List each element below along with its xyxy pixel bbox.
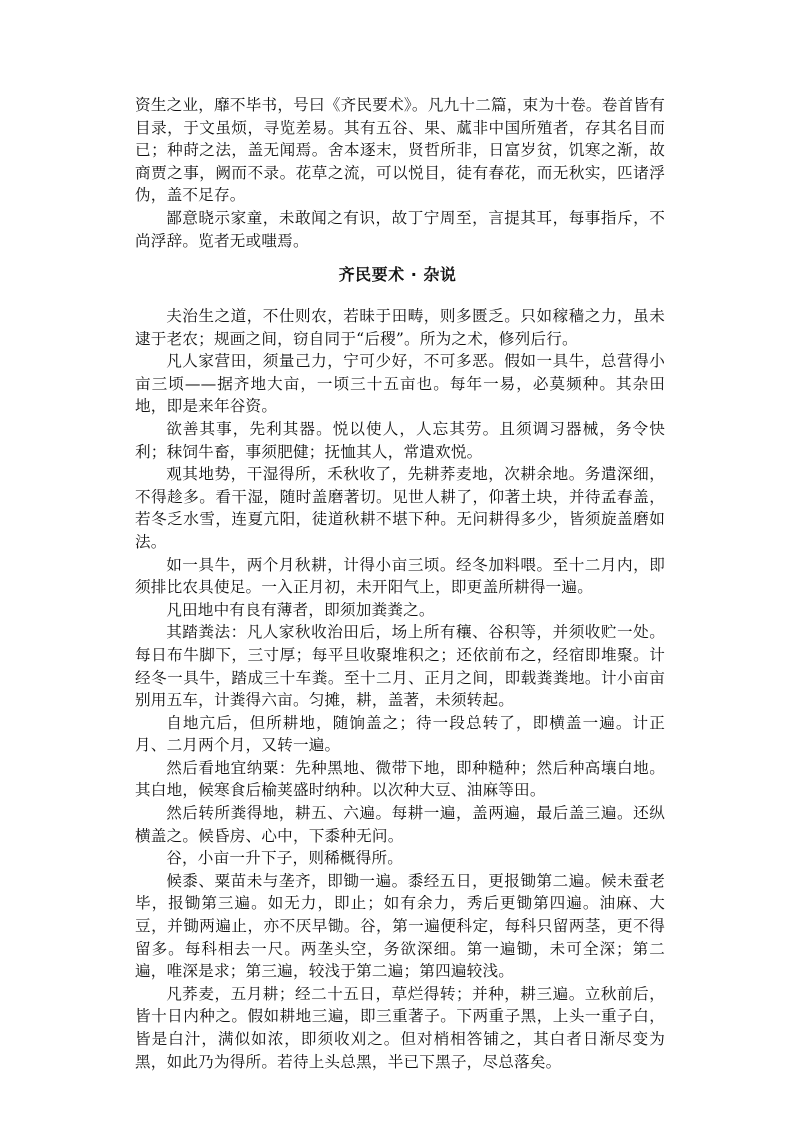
body-paragraph-9: 然后看地宜纳粟：先种黑地、微带下地，即种糙种；然后种高壤白地。其白地，候寒食后榆荚盛时纳种。以次种大豆、油麻等田。 (135, 758, 665, 800)
body-paragraph-11: 谷，小亩一升下子，则稀概得所。 (166, 849, 404, 868)
body-paragraph-5: 如一具牛，两个月秋耕，计得小亩三顷。经冬加料喂。至十二月内，即须排比农具使足。一入正月初，未开阳气上，即更盖所耕得一遍。 (135, 555, 665, 597)
body-paragraph-2: 凡人家营田，须量己力，宁可少好，不可多恶。假如一具牛，总营得小亩三顷——据齐地大亩，一顷三十五亩也。每年一易，必莫频种。其杂田地，即是来年谷资。 (135, 352, 665, 416)
section-body (135, 305, 665, 1073)
intro-paragraph-1: 资生之业，靡不毕书，号曰《齐民要术》。凡九十二篇，束为十卷。卷首皆有目录，于文虽烦，寻览差易。其有五谷、果、蓏非中国所殖者，存其名目而已；种莳之法，盖无闻焉。舍本逐末，贤哲所非，日富岁贫，饥寒之渐，故商贾之事，阙而不录。花草之流，可以悦目，徒有春花，而无秋实，匹诸浮伪，盖不足存。 (135, 96, 665, 205)
body-paragraph-8: 自地亢后，但所耕地，随饷盖之；待一段总转了，即横盖一遍。计正月、二月两个月，又转一遍。 (135, 713, 665, 755)
body-paragraph-7: 其踏粪法：凡人家秋收治田后，场上所有穰、谷积等，并须收贮一处。每日布牛脚下，三寸厚；每平旦收聚堆积之；还依前布之，经宿即堆聚。计经冬一具牛，踏成三十车粪。至十二月、正月之间，即载粪粪地。计小亩亩别用五车，计粪得六亩。匀摊，耕，盖著，未须转起。 (135, 623, 665, 710)
body-paragraph-6: 凡田地中有良有薄者，即须加粪粪之。 (166, 600, 435, 619)
body-paragraph-1: 夫治生之道，不仕则农，若昧于田畴，则多匮乏。只如稼穑之力，虽未逮于老农；规画之间，窃自同于“后稷”。所为之术，修列后行。 (135, 307, 665, 348)
intro-paragraph-2: 鄙意晓示家童，未敢闻之有识，故丁宁周至，言提其耳，每事指斥，不尚浮辞。览者无或嗤焉。 (135, 208, 665, 250)
body-paragraph-4: 观其地势，干湿得所，禾秋收了，先耕荞麦地，次耕余地。务遣深细，不得趁多。看干湿，随时盖磨著切。见世人耕了，仰著土块，并待孟春盖，若冬乏水雪，连夏亢阳，徒道秋耕不堪下种。无问耕得多少，皆须旋盖磨如法。 (135, 465, 665, 551)
body-paragraph-12: 候黍、粟苗未与垄齐，即锄一遍。黍经五日，更报锄第二遍。候未蚕老毕，报锄第三遍。如无力，即止；如有余力，秀后更锄第四遍。油麻、大豆，并锄两遍止，亦不厌早锄。谷，第一遍便科定，每科只留两茎，更不得留多。每科相去一尺。两垄头空，务欲深细。第一遍锄，未可全深；第二遍，唯深是求；第三遍，较浅于第二遍；第四遍较浅。 (135, 871, 665, 981)
section-title: 齐民要术 · 杂说 (338, 265, 457, 284)
body-paragraph-10: 然后转所粪得地，耕五、六遍。每耕一遍，盖两遍，最后盖三遍。还纵横盖之。候昏房、心中，下黍种无问。 (135, 804, 665, 845)
body-paragraph-3: 欲善其事，先利其器。悦以使人，人忘其劳。且须调习器械，务令快利；秣饲牛畜，事须肥健；抚恤其人，常遣欢悦。 (135, 419, 665, 461)
intro-text (135, 94, 665, 252)
body-paragraph-13: 凡荞麦，五月耕；经二十五日，草烂得转；并种，耕三遍。立秋前后，皆十日内种之。假如耕地三遍，即三重著子。下两重子黑，上头一重子白，皆是白汁，满似如浓，即须收刈之。但对梢相答铺之，其白者日渐尽变为黑，如此乃为得所。若待上头总黑，半已下黑子，尽总落矣。 (135, 984, 665, 1071)
